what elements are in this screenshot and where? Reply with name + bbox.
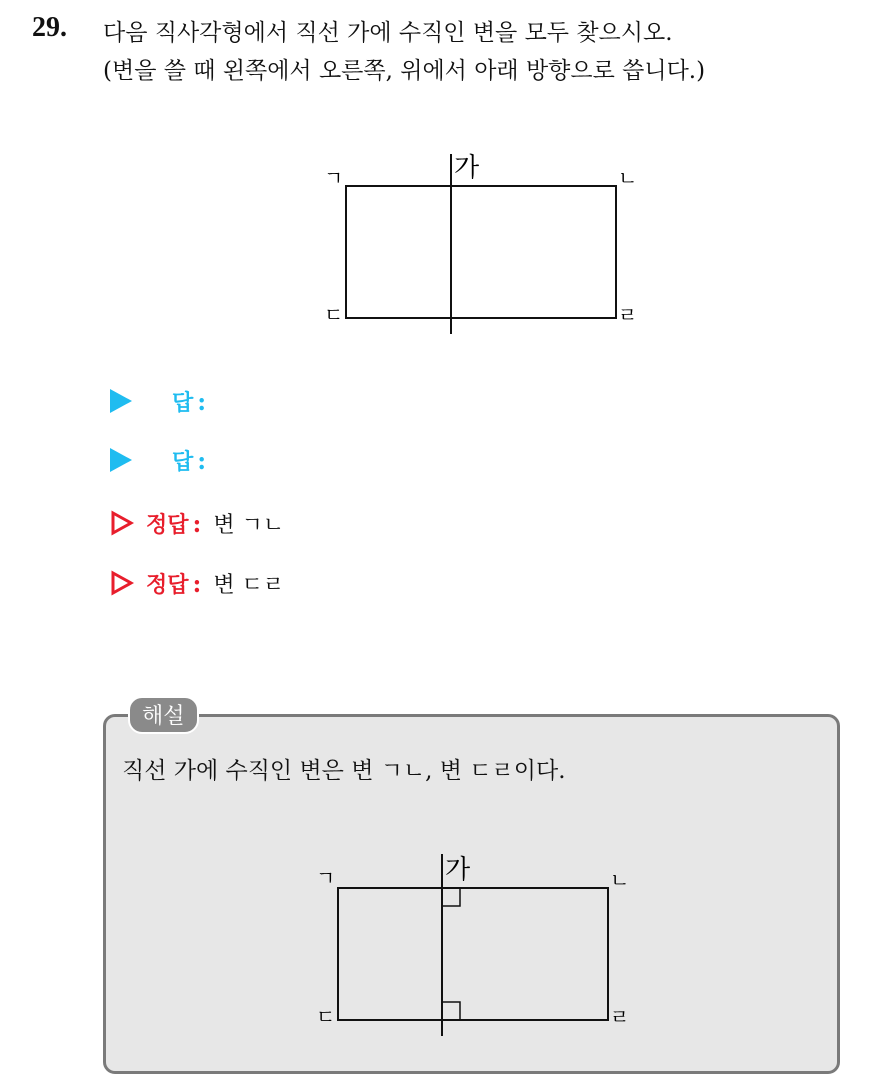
vertex-bottom-right: ㄹ [610, 1005, 630, 1029]
vertex-bottom-left: ㄷ [316, 1005, 336, 1029]
answer-row-2 [110, 442, 218, 478]
solution-figure [300, 840, 660, 1050]
line-label: 가 [445, 855, 471, 885]
play-arrow-icon [110, 389, 132, 413]
solution-tag: 해설 [128, 696, 199, 734]
correct-colon: : [192, 508, 202, 538]
answer-colon: : [197, 445, 207, 475]
right-angle-mark-top [442, 888, 460, 906]
solution-text: 직선 가에 수직인 변은 변 ㄱㄴ, 변 ㄷㄹ이다. [122, 758, 566, 784]
correct-row-2 [110, 565, 284, 601]
question-figure [300, 140, 660, 350]
vertex-top-left: ㄱ [316, 866, 336, 890]
correct-colon: : [192, 568, 202, 598]
line-label: 가 [454, 153, 480, 183]
vertex-top-left: ㄱ [324, 166, 344, 190]
play-arrow-icon [110, 448, 132, 472]
question-text-line2: (변을 쓸 때 왼쪽에서 오른쪽, 위에서 아래 방향으로 씁니다.) [103, 58, 706, 84]
answer-colon: : [197, 386, 207, 416]
correct-row-1 [110, 505, 284, 541]
answer-row-1 [110, 383, 218, 419]
vertex-bottom-right: ㄹ [618, 303, 638, 327]
outline-arrow-icon [110, 570, 134, 596]
vertex-top-right: ㄴ [610, 868, 630, 892]
right-angle-mark-bottom [442, 1002, 460, 1020]
correct-value: 변 ㄷㄹ [213, 572, 285, 598]
answer-label: 답 [172, 390, 194, 416]
correct-label: 정답 [146, 572, 189, 598]
rectangle [346, 186, 616, 318]
outline-arrow-icon [110, 510, 134, 536]
correct-label: 정답 [146, 512, 189, 538]
correct-value: 변 ㄱㄴ [213, 512, 285, 538]
rectangle [338, 888, 608, 1020]
vertex-top-right: ㄴ [618, 166, 638, 190]
question-number: 29. [32, 12, 67, 43]
answer-label: 답 [172, 449, 194, 475]
question-text-line1: 다음 직사각형에서 직선 가에 수직인 변을 모두 찾으시오. [103, 20, 673, 46]
vertex-bottom-left: ㄷ [324, 303, 344, 327]
